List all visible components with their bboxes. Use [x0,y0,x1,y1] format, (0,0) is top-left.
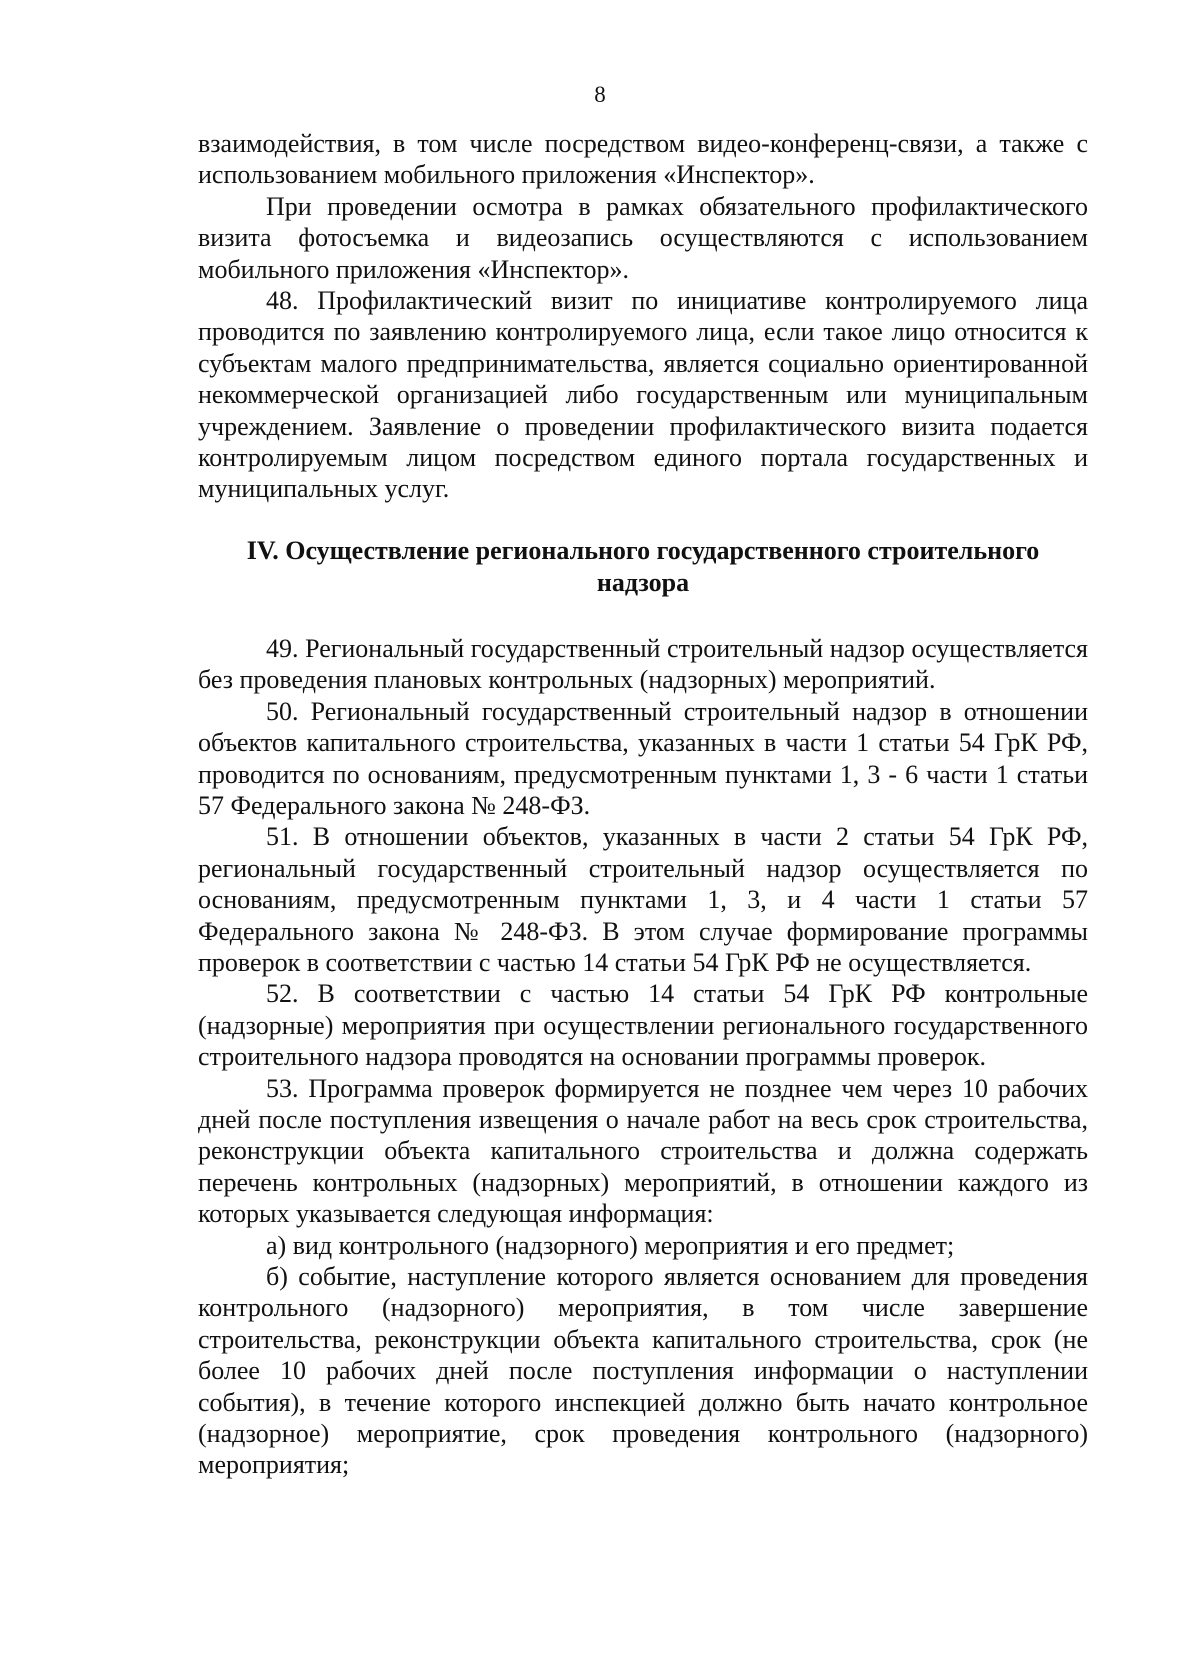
document-body [198,128,1088,1481]
paragraph: 52. В соответствии с частью 14 статьи 54 ГрК РФ контрольные (надзорные) мероприятия при осуществлении регионального государственного строительного надзора проводятся на основании программы проверок. [198,979,1088,1072]
paragraph: 53. Программа проверок формируется не позднее чем через 10 рабочих дней после поступления извещения о начале работ на весь срок строительства, реконструкции объекта капитального строительства и должна содержать перечень контрольных (надзорных) мероприятий, в отношении каждого из которых указывается следующая информация: [198,1073,1088,1229]
paragraph: При проведении осмотра в рамках обязательного профилактического визита фотосъемка и видеозапись осуществляются с использованием мобильного приложения «Инспектор». [198,191,1088,284]
section-heading [198,535,1088,599]
paragraph: 51. В отношении объектов, указанных в части 2 статьи 54 ГрК РФ, региональный государственный строительный надзор осуществляется по основаниям, предусмотренным пунктами 1, 3, и 4 части 1 статьи 57 Федерального закона № 248-ФЗ. В этом случае формирование программы проверок в соответствии с частью 14 статьи 54 ГрК РФ не осуществляется. [198,822,1088,977]
paragraph: 49. Региональный государственный строительный надзор осуществляется без проведения плановых контрольных (надзорных) мероприятий. [198,633,1088,695]
list-item: а) вид контрольного (надзорного) мероприятия и его предмет; [266,1230,955,1260]
section-heading-line: IV. Осуществление регионального государственного строительного [246,535,1040,565]
paragraph: 48. Профилактический визит по инициативе контролируемого лица проводится по заявлению контролируемого лица, если такое лицо относится к субъектам малого предпринимательства, является социально ориентированной некоммерческой организацией либо государственным или муниципальным учреждением. Заявление о проведении профилактического визита подается контролируемым лицом посредством единого портала государственных и муниципальных услуг. [198,286,1088,504]
page-number: 8 [594,82,606,107]
list-item: б) событие, наступление которого является основанием для проведения контрольного (надзорного) мероприятия, в том числе завершение строительства, реконструкции объекта капитального строительства, срок (не более 10 рабочих дней после поступления информации о наступлении события), в течение которого инспекцией должно быть начато контрольное (надзорное) мероприятие, срок проведения контрольного (надзорного) мероприятия; [198,1262,1088,1480]
section-heading-line: надзора [596,567,690,597]
paragraph: 50. Региональный государственный строительный надзор в отношении объектов капитального строительства, указанных в части 1 статьи 54 ГрК РФ, проводится по основаниям, предусмотренным пунктами 1, 3 - 6 части 1 статьи 57 Федерального закона № 248-ФЗ. [198,696,1088,820]
paragraph: взаимодействия, в том числе посредством видео-конференц-связи, а также с использованием мобильного приложения «Инспектор». [198,129,1088,190]
